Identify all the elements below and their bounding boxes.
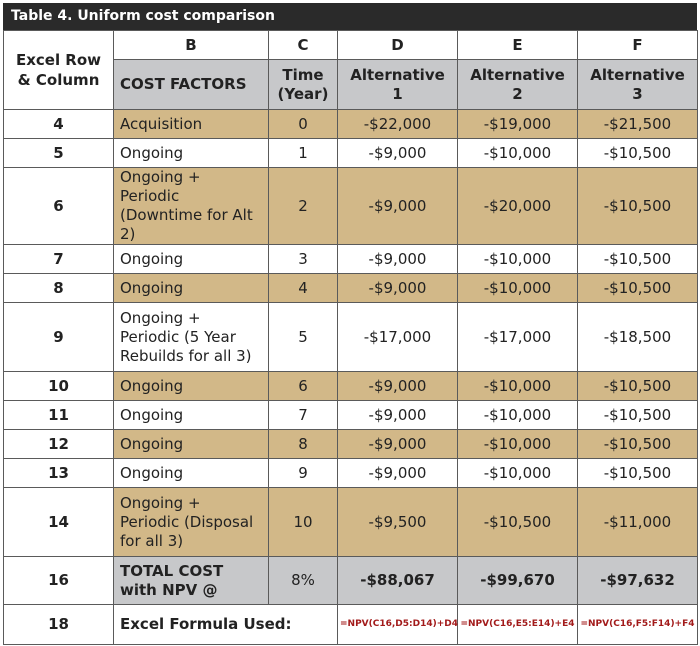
alt1-value: -$17,000	[338, 303, 458, 372]
alt1-value: -$9,000	[338, 430, 458, 459]
excel-row-number: 9	[4, 303, 114, 372]
alt3-value: -$10,500	[578, 274, 698, 303]
cost-factor: Ongoing + Periodic (5 Year Rebuilds for all 3)	[114, 303, 269, 372]
alt1-value: -$9,000	[338, 139, 458, 168]
time-year: 8	[269, 430, 338, 459]
alt2-value: -$10,000	[458, 372, 578, 401]
excel-row-number: 8	[4, 274, 114, 303]
formula-alt2: =NPV(C16,E5:E14)+E4	[458, 605, 578, 645]
excel-row-number: 12	[4, 430, 114, 459]
time-year: 1	[269, 139, 338, 168]
col-name-alt3: Alternative 3	[578, 60, 698, 110]
col-name-time: Time (Year)	[269, 60, 338, 110]
time-year: 2	[269, 168, 338, 245]
table-row	[4, 459, 698, 488]
alt3-value: -$10,500	[578, 245, 698, 274]
alt2-value: -$10,000	[458, 274, 578, 303]
total-row	[4, 557, 698, 605]
cost-factor: Ongoing	[114, 430, 269, 459]
formula-row	[4, 605, 698, 645]
table-row	[4, 401, 698, 430]
alt3-value: -$10,500	[578, 430, 698, 459]
col-letter-f: F	[578, 31, 698, 60]
time-year: 3	[269, 245, 338, 274]
table-row	[4, 110, 698, 139]
table-row	[4, 303, 698, 372]
alt2-value: -$10,000	[458, 245, 578, 274]
excel-row-number: 14	[4, 488, 114, 557]
col-letter-e: E	[458, 31, 578, 60]
npv-rate: 8%	[269, 557, 338, 605]
alt2-value: -$19,000	[458, 110, 578, 139]
formula-label: Excel Formula Used:	[114, 605, 338, 645]
alt3-value: -$10,500	[578, 459, 698, 488]
excel-row-number: 18	[4, 605, 114, 645]
excel-row-number: 7	[4, 245, 114, 274]
alt1-value: -$9,000	[338, 274, 458, 303]
cost-factor: Acquisition	[114, 110, 269, 139]
col-name-alt2: Alternative 2	[458, 60, 578, 110]
table-row	[4, 488, 698, 557]
table-row	[4, 372, 698, 401]
corner-header: Excel Row & Column	[4, 31, 114, 110]
total-alt2: -$99,670	[458, 557, 578, 605]
alt2-value: -$10,000	[458, 401, 578, 430]
alt3-value: -$10,500	[578, 139, 698, 168]
table-title: Table 4. Uniform cost comparison	[3, 3, 697, 30]
alt1-value: -$9,000	[338, 245, 458, 274]
alt2-value: -$10,500	[458, 488, 578, 557]
total-label: TOTAL COST with NPV @	[114, 557, 269, 605]
col-letter-d: D	[338, 31, 458, 60]
time-year: 6	[269, 372, 338, 401]
time-year: 7	[269, 401, 338, 430]
excel-row-number: 6	[4, 168, 114, 245]
table-row	[4, 430, 698, 459]
col-letter-b: B	[114, 31, 269, 60]
formula-alt3: =NPV(C16,F5:F14)+F4	[578, 605, 698, 645]
excel-row-number: 5	[4, 139, 114, 168]
cost-factor: Ongoing	[114, 459, 269, 488]
cost-factor: Ongoing	[114, 372, 269, 401]
alt3-value: -$10,500	[578, 372, 698, 401]
table-row	[4, 139, 698, 168]
excel-row-number: 16	[4, 557, 114, 605]
column-letter-row	[4, 31, 698, 60]
cost-factor: Ongoing	[114, 401, 269, 430]
alt3-value: -$18,500	[578, 303, 698, 372]
alt1-value: -$9,000	[338, 372, 458, 401]
cost-factor: Ongoing	[114, 245, 269, 274]
time-year: 5	[269, 303, 338, 372]
cost-factor: Ongoing + Periodic (Disposal for all 3)	[114, 488, 269, 557]
alt3-value: -$10,500	[578, 401, 698, 430]
alt3-value: -$21,500	[578, 110, 698, 139]
alt1-value: -$22,000	[338, 110, 458, 139]
table-container	[3, 3, 697, 645]
col-letter-c: C	[269, 31, 338, 60]
alt2-value: -$10,000	[458, 430, 578, 459]
table-row	[4, 168, 698, 245]
excel-row-number: 4	[4, 110, 114, 139]
alt3-value: -$10,500	[578, 168, 698, 245]
alt2-value: -$20,000	[458, 168, 578, 245]
col-name-alt1: Alternative 1	[338, 60, 458, 110]
alt1-value: -$9,000	[338, 459, 458, 488]
time-year: 10	[269, 488, 338, 557]
alt1-value: -$9,000	[338, 401, 458, 430]
excel-row-number: 11	[4, 401, 114, 430]
cost-comparison-table	[3, 30, 698, 645]
alt2-value: -$17,000	[458, 303, 578, 372]
excel-row-number: 13	[4, 459, 114, 488]
time-year: 9	[269, 459, 338, 488]
table-row	[4, 245, 698, 274]
alt1-value: -$9,000	[338, 168, 458, 245]
total-alt3: -$97,632	[578, 557, 698, 605]
alt2-value: -$10,000	[458, 459, 578, 488]
alt3-value: -$11,000	[578, 488, 698, 557]
cost-factor: Ongoing + Periodic (Downtime for Alt 2)	[114, 168, 269, 245]
time-year: 0	[269, 110, 338, 139]
alt2-value: -$10,000	[458, 139, 578, 168]
cost-factor: Ongoing	[114, 274, 269, 303]
alt1-value: -$9,500	[338, 488, 458, 557]
col-name-cost-factors: COST FACTORS	[114, 60, 269, 110]
total-alt1: -$88,067	[338, 557, 458, 605]
excel-row-number: 10	[4, 372, 114, 401]
formula-alt1: =NPV(C16,D5:D14)+D4	[338, 605, 458, 645]
cost-factor: Ongoing	[114, 139, 269, 168]
time-year: 4	[269, 274, 338, 303]
table-row	[4, 274, 698, 303]
